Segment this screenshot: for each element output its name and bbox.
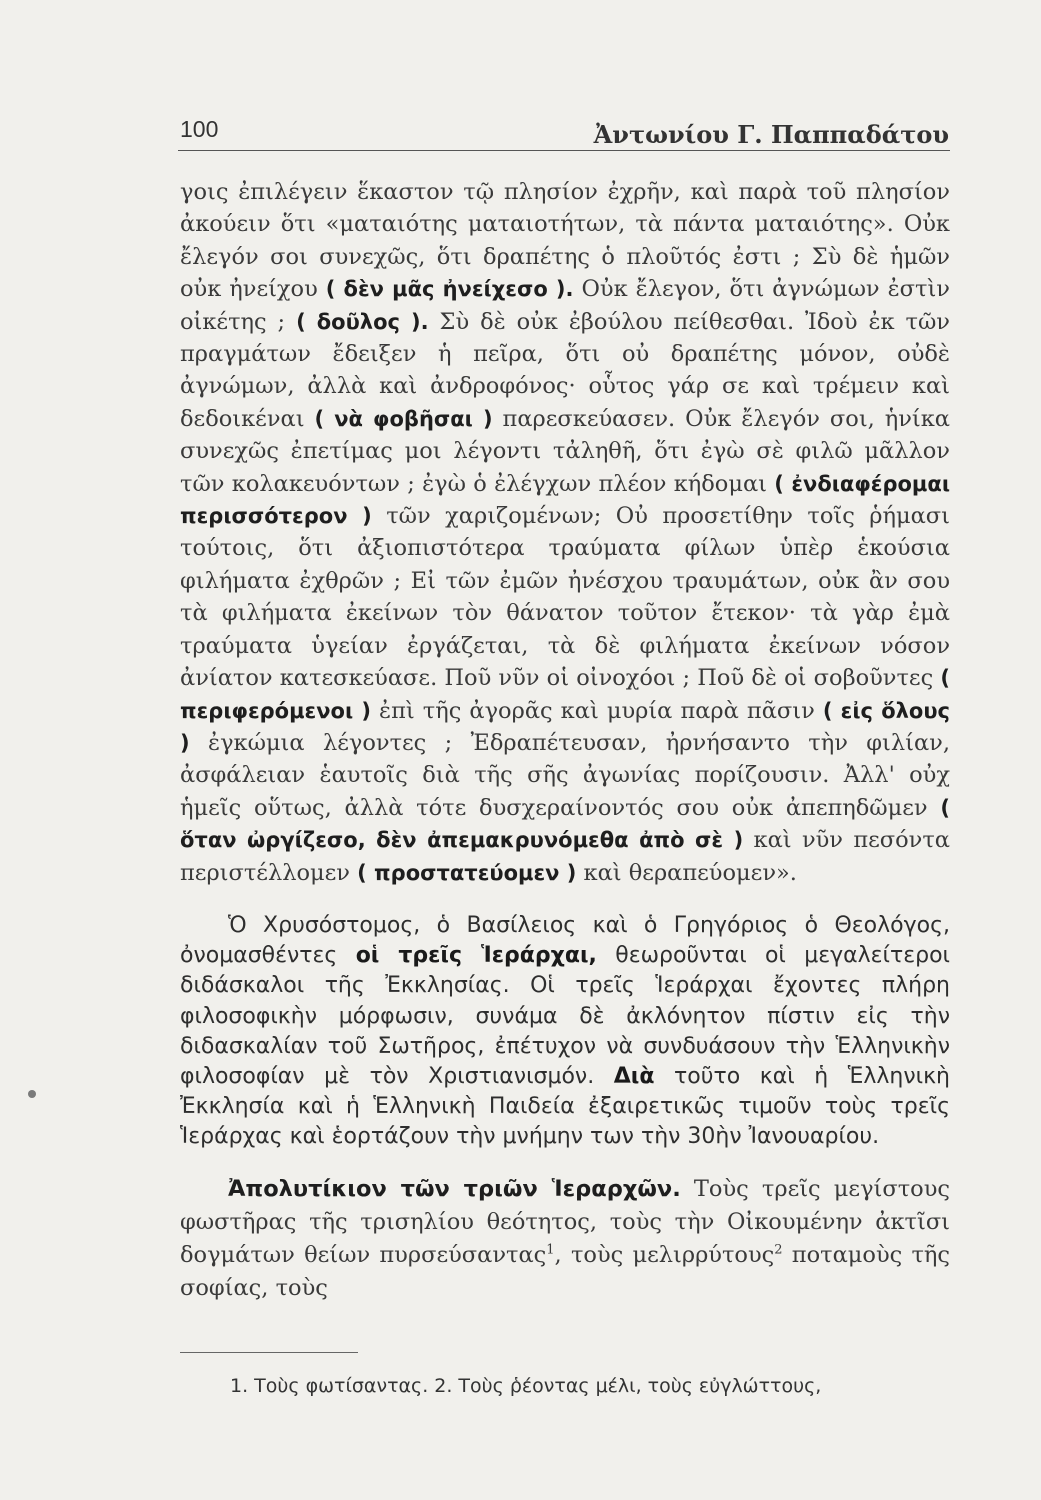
hymn-text: Τοὺς τρεῖς μεγίστους φωστῆρας τῆς τρισηλίου θεότητος, τοὺς τὴν Οἰκουμένην ἀκτῖσι δογμάτων θείων πυρσεύσαντας <box>180 1175 950 1268</box>
main-paragraph <box>180 911 950 1153</box>
main-text: τοῦτο καὶ ἡ Ἑλληνικὴ Ἐκκλησία καὶ ἡ Ἑλληνικὴ Παιδεία ἐξαιρετικῶς τιμοῦν τοὺς τρεῖς Ἱεράρχας καὶ ἑορτάζουν τὴν μνήμην των τὴν 30ὴν Ἰανουαρίου. <box>180 1063 950 1150</box>
quote-text: καὶ νῦν πεσόντα περιστέλλομεν <box>180 827 950 886</box>
gloss: ( ἐνδιαφέρομαι περισσότερον ) <box>180 471 950 529</box>
body-text <box>180 176 950 1305</box>
header-rule <box>178 150 950 151</box>
margin-spot <box>28 1090 36 1098</box>
gloss: ( ὅταν ὠργίζεσο, δὲν ἀπεμακρυνόμεθα ἀπὸ σὲ ) <box>180 795 950 853</box>
gloss: ( προστατεύομεν ) <box>357 860 577 885</box>
quote-text: ἐπὶ τῆς ἀγορᾶς καὶ μυρία παρὰ πᾶσιν <box>370 697 823 724</box>
footnote-marker[interactable]: 2 <box>774 1242 783 1258</box>
gloss: ( δοῦλος ). <box>296 309 429 334</box>
hymn-title: Ἀπολυτίκιον τῶν τριῶν Ἱεραρχῶν. <box>228 1175 681 1202</box>
main-text: θεωροῦνται οἱ μεγαλείτεροι διδάσκαλοι τῆς Ἐκκλησίας. Οἱ τρεῖς Ἱεράρχαι ἔχοντες πλήρη φιλοσοφικὴν μόρφωσιν, συνάμα δὲ ἀκλόνητον πίστιν εἰς τὴν διδασκαλίαν τοῦ Σωτῆρος, ἐπέτυχον νὰ συνδυάσουν τὴν Ἑλληνικὴν φιλοσοφίαν μὲ τὸν Χριστιανισμόν. <box>180 943 950 1089</box>
main-text: Ὁ Χρυσόστομος, ὁ Βασίλειος καὶ ὁ Γρηγόριος ὁ Θεολόγος, ὀνομασθέντες <box>180 912 950 969</box>
running-head: Ἀντωνίου Γ. Παππαδάτου <box>593 120 949 149</box>
quote-paragraph <box>180 176 950 889</box>
footnote-rule <box>180 1352 358 1353</box>
hymn-text: , τοὺς μελιρρύτους <box>554 1241 775 1268</box>
footnote-marker[interactable]: 1 <box>546 1242 555 1258</box>
quote-text: καὶ θεραπεύομεν». <box>576 859 797 886</box>
footnotes: 1. Τοὺς φωτίσαντας. 2. Τοὺς ῥέοντας μέλι, τοὺς εὐγλώττους, <box>230 1375 822 1397</box>
quote-text: Σὺ δὲ οὐκ ἐβούλου πείθεσθαι. Ἰδοὺ ἐκ τῶν πραγμάτων ἔδειξεν ἡ πεῖρα, ὅτι οὐ δραπέτης μόνον, οὐδὲ ἀγνώμων, ἀλλὰ καὶ ἀνδροφόνος· οὗτος γάρ σε καὶ τρέμειν καὶ δεδοικέναι <box>180 308 950 432</box>
emphasis: οἱ τρεῖς Ἱεράρχαι, <box>355 943 597 969</box>
quote-text: Οὐκ ἔλεγον, ὅτι ἀγνώμων ἐστὶν οἰκέτης ; <box>180 276 950 335</box>
page-number: 100 <box>180 116 219 142</box>
gloss: ( νὰ φοβῆσαι ) <box>314 406 493 431</box>
emphasis: Διὰ <box>613 1063 655 1089</box>
quote-text: ἐγκώμια λέγοντες ; Ἐδραπέτευσαν, ἠρνήσαντο τὴν φιλίαν, ἀσφάλειαν ἑαυτοῖς διὰ τῆς σῆς ἀγωνίας πορίζουσιν. Ἀλλ' οὐχ ἡμεῖς οὕτως, ἀλλὰ τότε δυσχεραίνοντός σου οὐκ ἀπεπηδῶμεν <box>180 729 950 821</box>
gloss: ( εἰς ὅλους ) <box>180 698 950 755</box>
quote-text: γοις ἐπιλέγειν ἕκαστον τῷ πλησίον ἐχρῆν, καὶ παρὰ τοῦ πλησίον ἀκούειν ὅτι «ματαιότης ματαιοτήτων, τὰ πάντα ματαιότης». Οὐκ ἔλεγόν σοι συνεχῶς, ὅτι δραπέτης ὁ πλοῦτός ἐστι ; Σὺ δὲ ἡμῶν οὐκ ἠνείχου <box>180 179 950 303</box>
gloss: ( δὲν μᾶς ἠνείχεσο ). <box>325 277 574 302</box>
quote-text: τῶν χαριζομένων; Οὐ προσετίθην τοῖς ῥήμασι τούτοις, ὅτι ἀξιοπιστότερα τραύματα φίλων ὑπὲρ ἑκούσια φιλήματα ἐχθρῶν ; Εἰ τῶν ἐμῶν ἠνέσχου τραυμάτων, οὐκ ἂν σου τὰ φιλήματα ἐκείνων τὸν θάνατον τοῦτον ἔτεκον· τὰ γὰρ ἐμὰ τραύματα ὑγείαν ἐργάζεται, τὰ δὲ φιλήματα ἐκείνων νόσον ἀνίατον κατεσκεύασε. Ποῦ νῦν οἱ οἰνοχόοι ; Ποῦ δὲ οἱ σοβοῦντες <box>180 503 950 692</box>
quote-text: παρεσκεύασεν. Οὐκ ἔλεγόν σοι, ἡνίκα συνεχῶς ἐπετίμας μοι λέγοντι τἀληθῆ, ὅτι ἐγὼ σὲ φιλῶ μᾶλλον τῶν κολακευόντων ; ἐγὼ ὁ ἐλέγχων πλέον κήδομαι <box>180 405 950 497</box>
gloss: ( περιφερόμενοι ) <box>180 666 950 723</box>
hymn-text: ποταμοὺς τῆς σοφίας, τοὺς <box>180 1241 951 1301</box>
hymn-paragraph <box>180 1173 950 1305</box>
